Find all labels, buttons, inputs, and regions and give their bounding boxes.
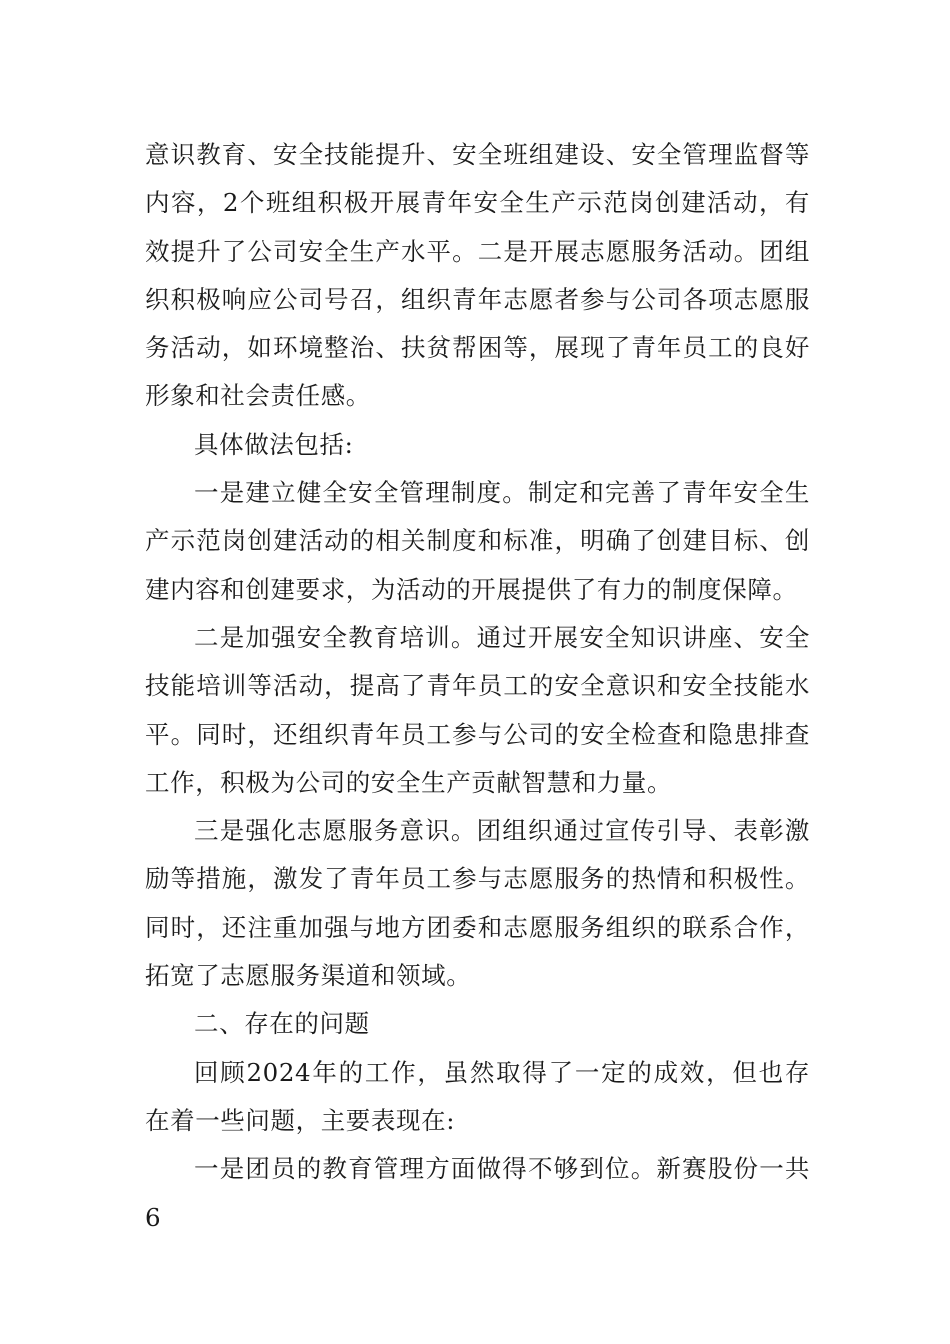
paragraph-volunteer-awareness: 三是强化志愿服务意识。团组织通过宣传引导、表彰激励等措施，激发了青年员工参与志愿服务的热情和积极性。同时，还注重加强与地方团委和志愿服务组织的联系合作，拓宽了志愿服务渠道和领域。 xyxy=(145,816,810,991)
paragraph-education-management: 一是团员的教育管理方面做得不够到位。新赛股份一共6 xyxy=(145,1154,810,1232)
paragraph-review-2024: 回顾2024年的工作，虽然取得了一定的成效，但也存在着一些问题，主要表现在: xyxy=(145,1057,810,1135)
paragraph-safety-system: 一是建立健全安全管理制度。制定和完善了青年安全生产示范岗创建活动的相关制度和标准，明确了创建目标、创建内容和创建要求，为活动的开展提供了有力的制度保障。 xyxy=(145,478,810,604)
paragraph-safety-training: 二是加强安全教育培训。通过开展安全知识讲座、安全技能培训等活动，提高了青年员工的安全意识和安全技能水平。同时，还组织青年员工参与公司的安全检查和隐患排查工作，积极为公司的安全生产贡献智慧和力量。 xyxy=(145,622,810,797)
section-heading-problems: 二、存在的问题 xyxy=(194,1009,370,1039)
document-body xyxy=(145,131,810,1242)
paragraph-specific-methods: 具体做法包括: xyxy=(194,429,354,459)
paragraph-continuation: 意识教育、安全技能提升、安全班组建设、安全管理监督等内容，2个班组积极开展青年安全生产示范岗创建活动，有效提升了公司安全生产水平。二是开展志愿服务活动。团组织积极响应公司号召，组织青年志愿者参与公司各项志愿服务活动，如环境整治、扶贫帮困等，展现了青年员工的良好形象和社会责任感。 xyxy=(145,140,810,411)
